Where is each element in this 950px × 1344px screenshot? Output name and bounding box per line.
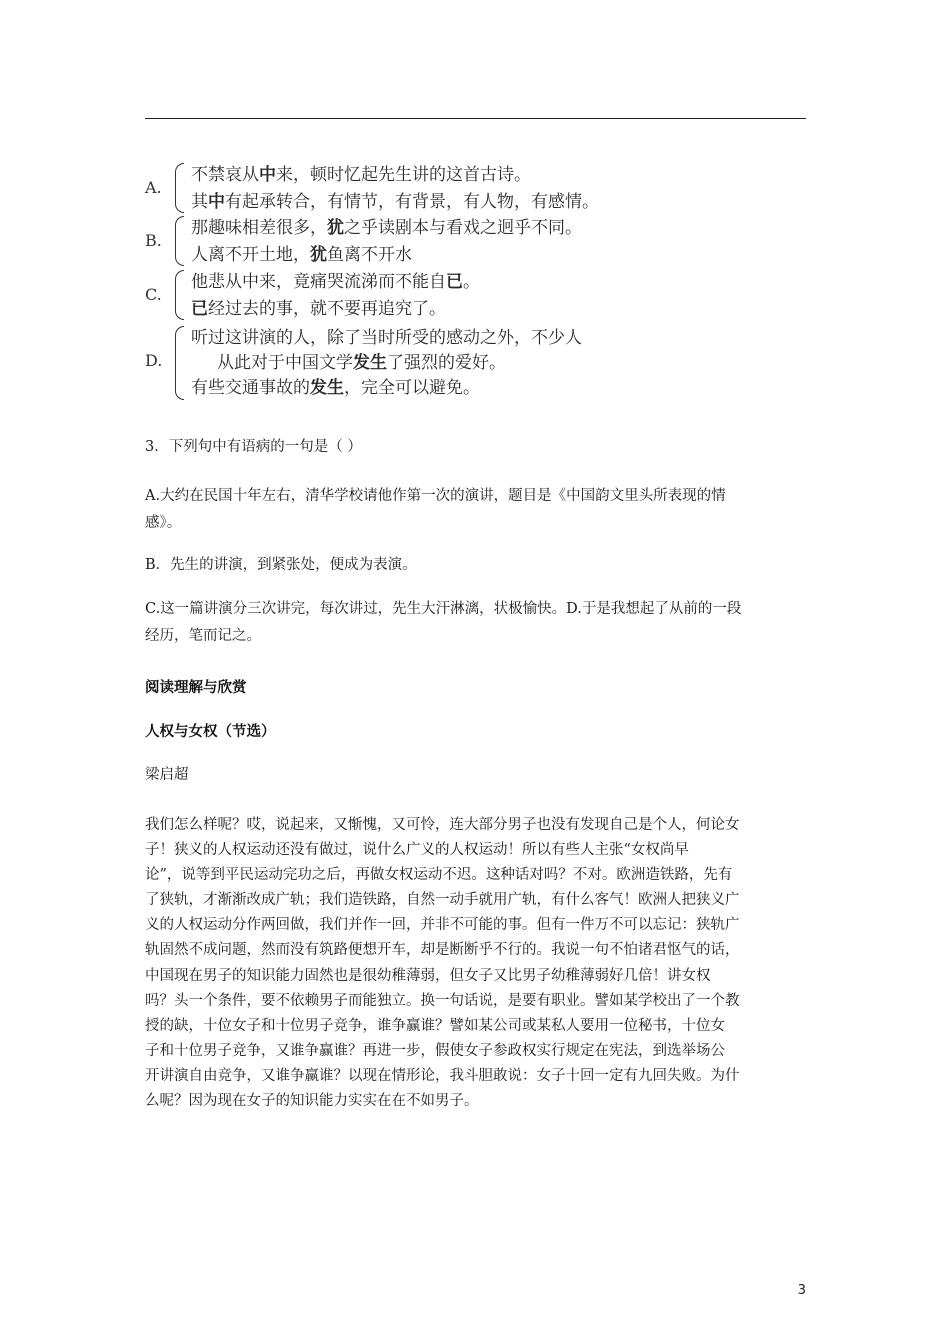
- option-a-line1: 不禁哀从中来，顿时忆起先生讲的这首古诗。: [191, 165, 531, 185]
- option-d-brace: [175, 326, 184, 400]
- option-b-brace: [175, 216, 184, 266]
- article-line: 授的缺，十位女子和十位男子竞争，谁争赢谁？譬如某公司或某私人要用一位秘书，十位女: [145, 1017, 725, 1034]
- article-title: 人权与女权（节选）: [145, 724, 276, 740]
- option-b-line2: 人离不开土地，犹鱼离不开水: [191, 245, 412, 265]
- article-line: 中国现在男子的知识能力固然也是很幼稚薄弱，但女子又比男子幼稚薄弱好几倍！讲女权: [145, 967, 711, 984]
- option-d-line2: 从此对于中国文学发生了强烈的爱好。: [217, 353, 506, 373]
- article-line: 么呢？因为现在女子的知识能力实实在在不如男子。: [145, 1093, 479, 1110]
- article-author: 梁启超: [145, 767, 189, 783]
- article-line: 论”，说等到平民运动完功之后，再做女权运动不迟。这种话对吗？不对。欧洲造铁路，先有: [145, 867, 733, 884]
- option-c-letter: C.: [145, 285, 162, 304]
- page-number: 3: [797, 1283, 806, 1298]
- question-3-option-b: B．先生的讲演，到紧张处，便成为表演。: [145, 557, 417, 573]
- question-3-option-cd: C.这一篇讲演分三次讲完，每次讲过，先生大汗淋漓，状极愉快。D.于是我想起了从前的一段 经历，笔而记之。: [145, 601, 742, 644]
- option-b-letter: B.: [145, 231, 162, 250]
- option-a-line2: 其中有起承转合，有情节，有背景，有人物，有感情。: [191, 192, 599, 212]
- option-b-line1: 那趣味相差很多，犹之乎读剧本与看戏之迥乎不同。: [191, 218, 582, 238]
- option-c-line2: 已经过去的事，就不要再追究了。: [191, 299, 446, 319]
- option-c-line1: 他悲从中来，竟痛哭流涕而不能自已。: [191, 272, 480, 292]
- question-3-stem: 3．下列句中有语病的一句是（ ）: [145, 439, 362, 455]
- article-line: 了狭轨，才渐渐改成广轨；我们造铁路，自然一动手就用广轨，有什么客气！欧洲人把狭义广: [145, 892, 740, 909]
- article-line: 开讲演自由竞争，又谁争赢谁？以现在情形论，我斗胆敢说：女子十回一定有九回失败。为什: [145, 1067, 740, 1084]
- option-a-brace: [175, 163, 184, 213]
- question-3-option-a: A.大约在民国十年左右，清华学校请他作第一次的演讲，题目是《中国韵文里头所表现的情 感》。: [145, 488, 726, 531]
- option-d-letter: D.: [145, 351, 163, 370]
- header-rule: [145, 118, 806, 119]
- article-line: 子！狭义的人权运动还没有做过，说什么广义的人权运动！所以有些人主张“女权尚早: [145, 842, 689, 859]
- article-body: [145, 813, 809, 1114]
- section-heading: 阅读理解与欣赏: [145, 680, 247, 696]
- option-a-letter: A.: [145, 178, 162, 197]
- article-line: 吗？头一个条件，要不依赖男子而能独立。换一句话说，是要有职业。譬如某学校出了一个教: [145, 992, 740, 1009]
- option-c-brace: [175, 270, 184, 320]
- option-d-line1: 听过这讲演的人，除了当时所受的感动之外，不少人: [191, 328, 582, 348]
- article-line: 子和十位男子竞争，又谁争赢谁？再进一步，假使女子参政权实行规定在宪法，到选举场公: [145, 1042, 725, 1059]
- option-d-line3: 有些交通事故的发生，完全可以避免。: [191, 378, 480, 398]
- article-line: 轨固然不成问题，然而没有筑路便想开车，却是断断乎不行的。我说一句不怕诸君怄气的话，: [145, 942, 740, 959]
- article-line: 义的人权运动分作两回做，我们并作一回，并非不可能的事。但有一件万不可以忘记：狭轨广: [145, 917, 740, 934]
- article-line: 我们怎么样呢？哎，说起来，又惭愧，又可怜，连大部分男子也没有发现自己是个人，何论女: [145, 817, 740, 833]
